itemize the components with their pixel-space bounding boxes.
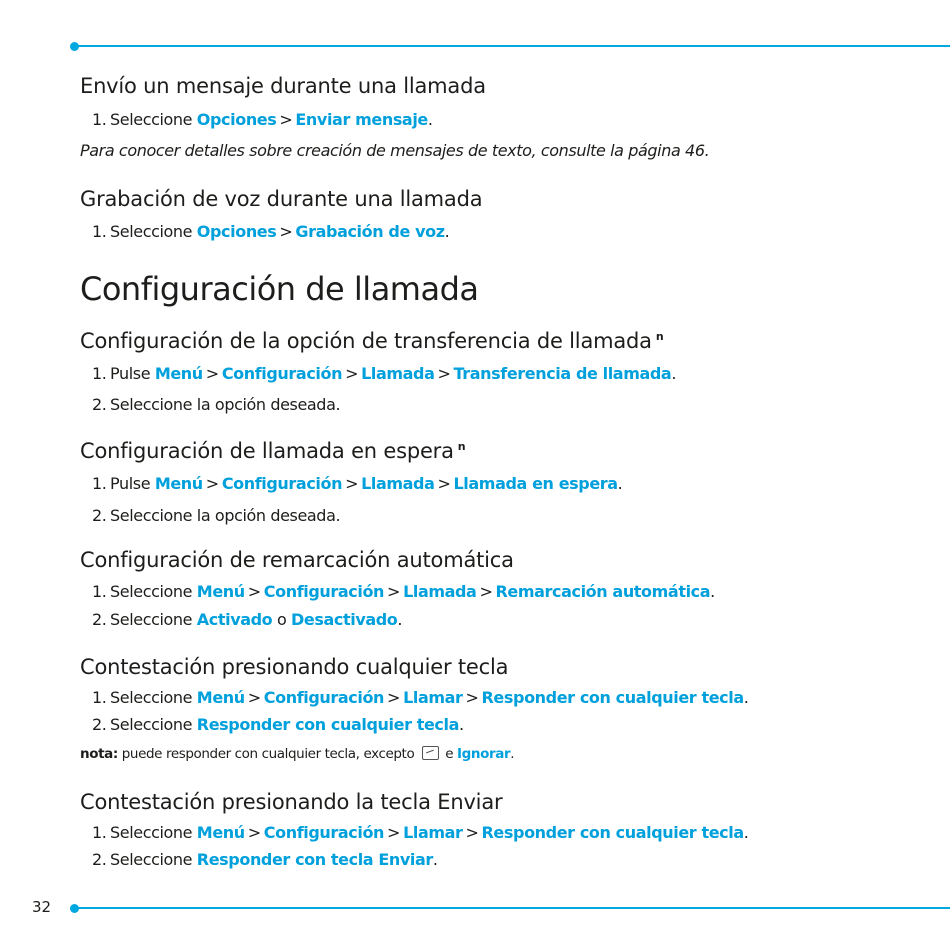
section-title-voice-recording: Grabación de voz durante una llamada [80,187,483,211]
network-feature-marker: n [655,330,664,343]
section-title-send-message: Envío un mensaje durante una llamada [80,74,486,98]
top-rule-dot [70,42,79,51]
section-title-auto-redial: Configuración de remarcación automática [80,548,514,572]
step-auto-redial-1: 1. Seleccione Menú > Configuración > Llamada > Remarcación automática. [92,582,715,601]
step-send-message-1: 1. Seleccione Opciones > Enviar mensaje. [92,110,433,129]
step-call-forwarding-2: 2. Seleccione la opción deseada. [92,395,341,414]
network-feature-marker: n [457,440,466,453]
text-messages-note: Para conocer detalles sobre creación de mensajes de texto, consulte la página 46. [80,141,710,160]
section-title-call-waiting: Configuración de llamada en espera $^n$ [80,439,466,463]
step-send-key-answer-1: 1. Seleccione Menú > Configuración > Llamar > Responder con cualquier tecla. [92,823,749,842]
bottom-rule-dot [70,904,79,913]
section-title-send-key-answer: Contestación presionando la tecla Enviar [80,790,503,814]
step-send-key-answer-2: 2. Seleccione Responder con tecla Enviar. [92,850,438,869]
any-key-note: nota: puede responder con cualquier tecla, excepto e Ignorar. [80,746,515,762]
step-auto-redial-2: 2. Seleccione Activado o Desactivado. [92,610,403,629]
bottom-rule [74,907,950,909]
step-voice-recording-1: 1. Seleccione Opciones > Grabación de voz. [92,222,450,241]
step-call-forwarding-1: 1. Pulse Menú > Configuración > Llamada > Transferencia de llamada. [92,364,677,383]
page-number: 32 [32,898,52,916]
step-any-key-answer-1: 1. Seleccione Menú > Configuración > Llamar > Responder con cualquier tecla. [92,688,749,707]
section-title-call-forwarding: Configuración de la opción de transferencia de llamada $^n$ [80,329,664,353]
step-call-waiting-2: 2. Seleccione la opción deseada. [92,506,341,525]
chapter-title: Configuración de llamada [80,270,479,308]
step-any-key-answer-2: 2. Seleccione Responder con cualquier tecla. [92,715,464,734]
step-call-waiting-1: 1. Pulse Menú > Configuración > Llamada > Llamada en espera. [92,474,623,493]
message-key-icon [422,746,439,760]
top-rule [74,45,950,47]
section-title-any-key-answer: Contestación presionando cualquier tecla [80,655,509,679]
